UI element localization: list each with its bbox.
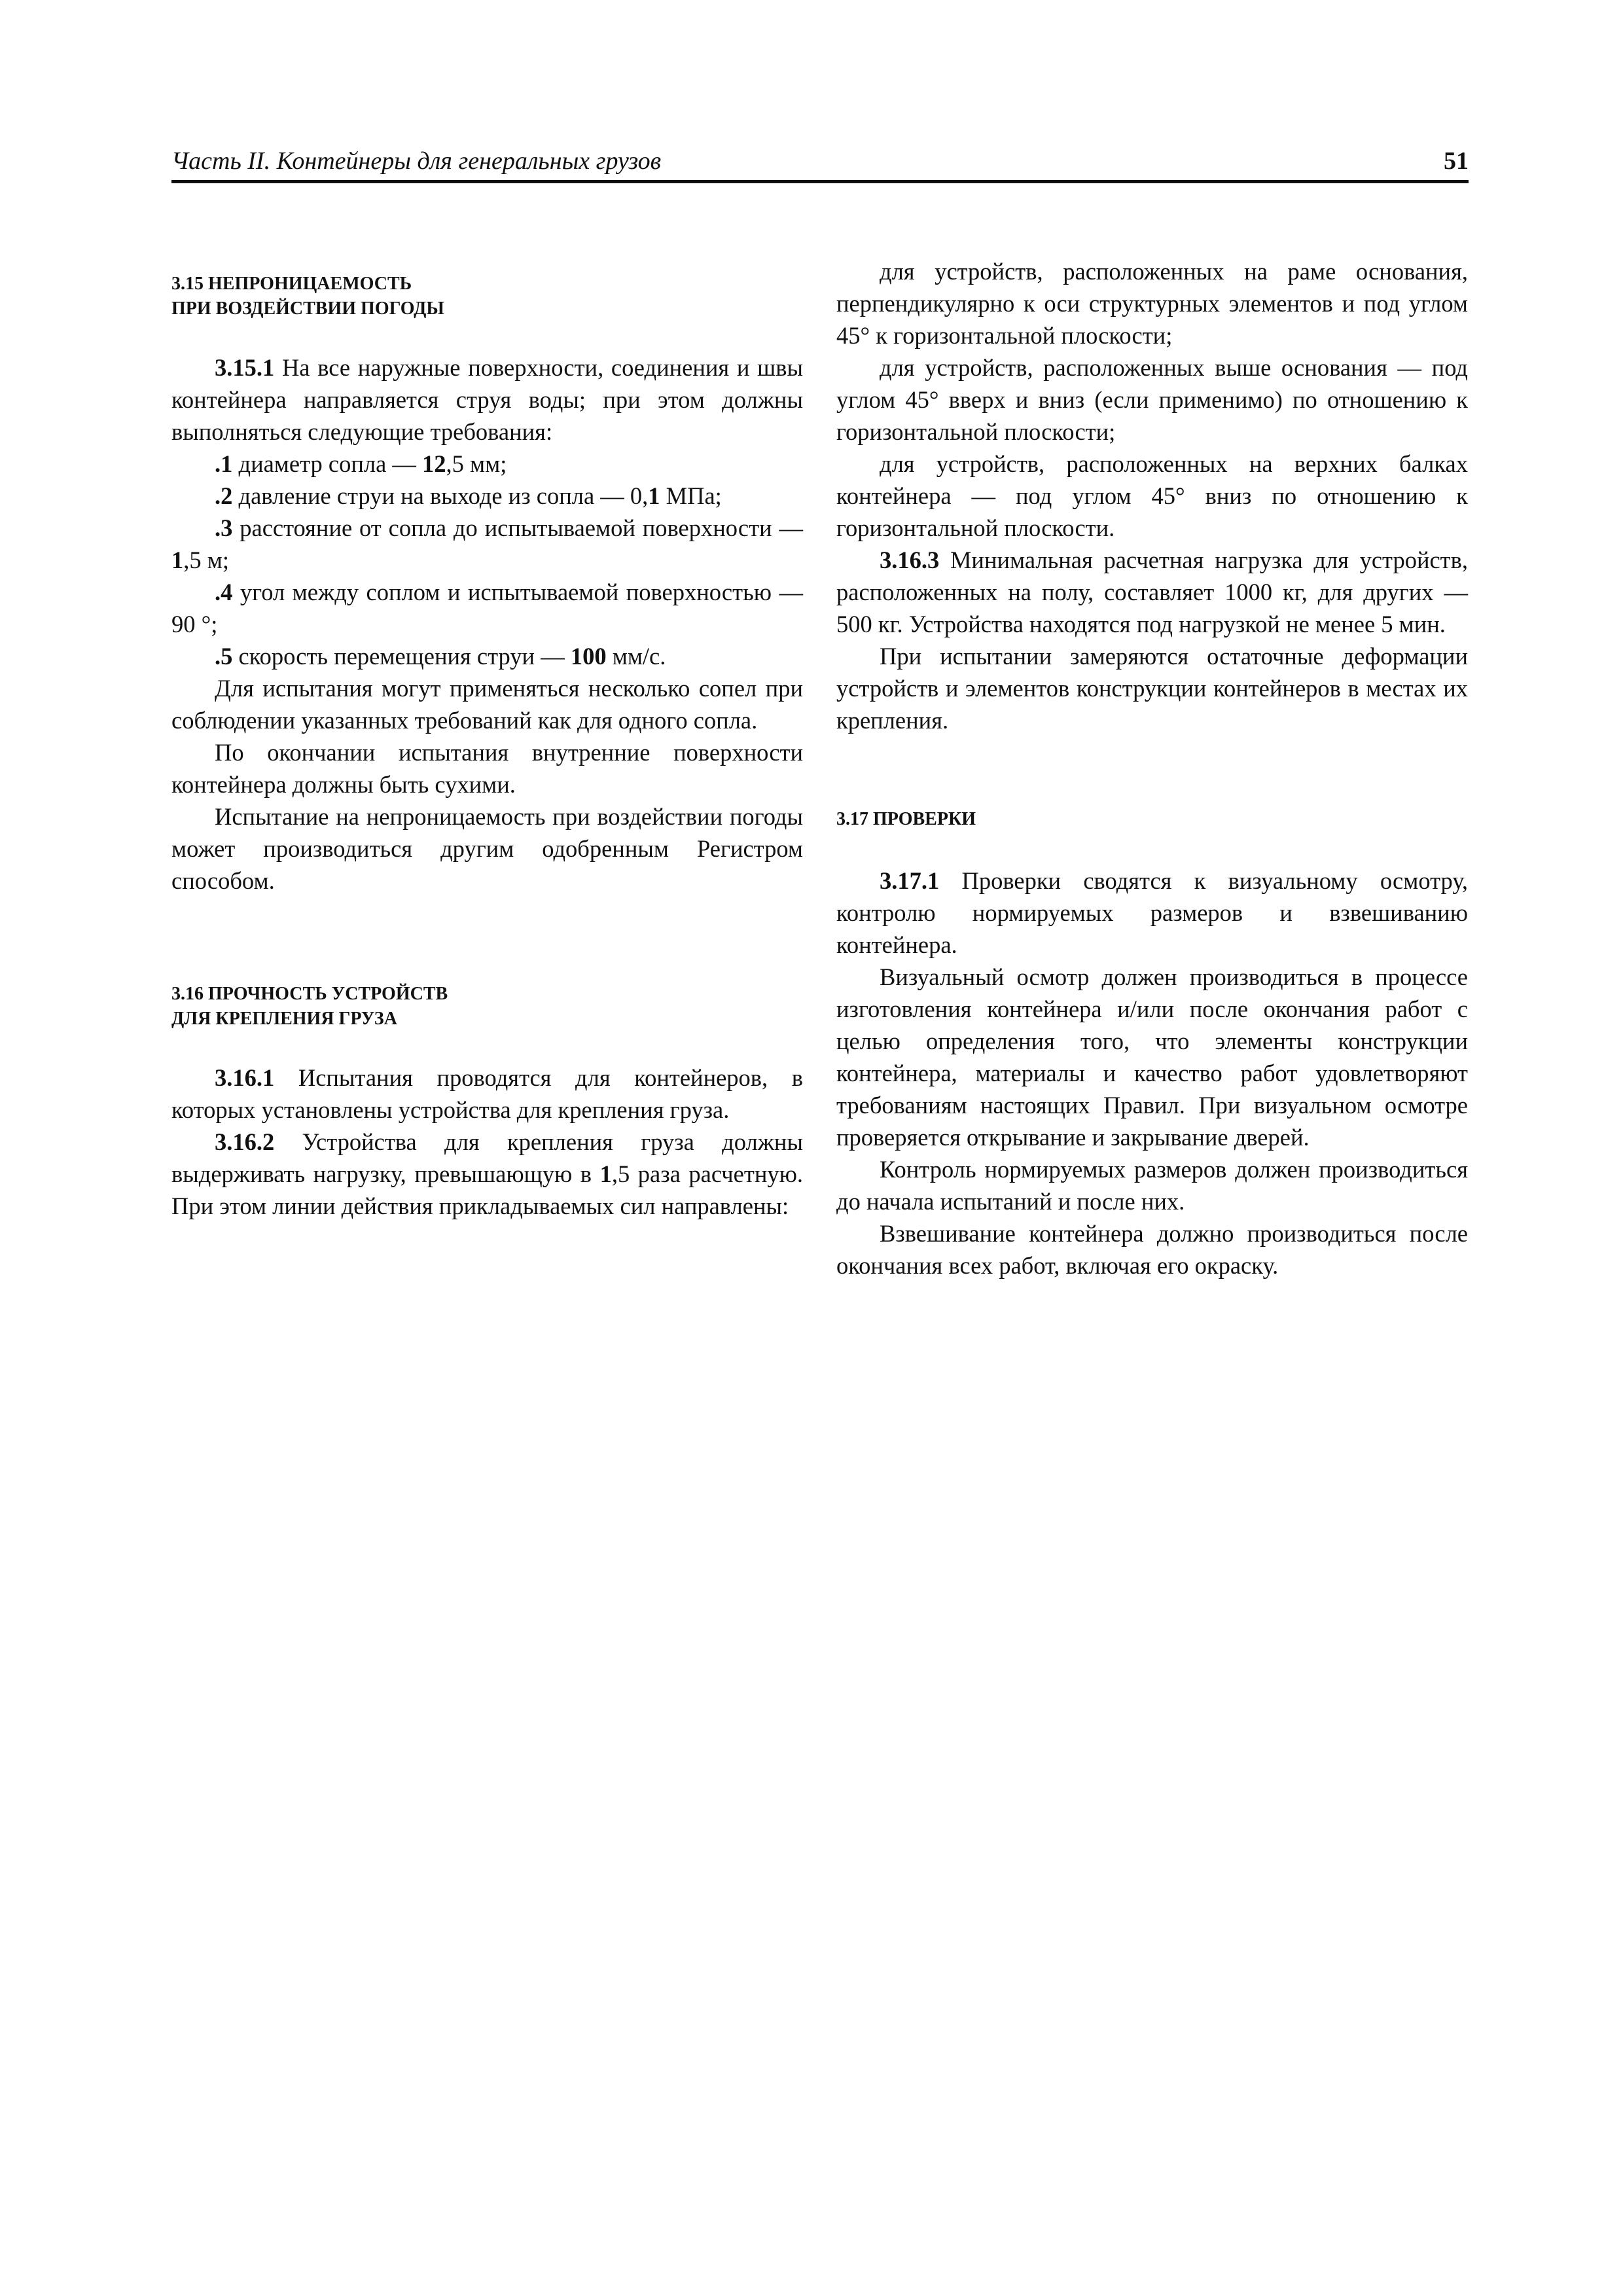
left-column	[171, 255, 803, 1222]
paragraph: для устройств, расположенных на раме основания, перпендикулярно к оси структурных элементов и под углом 45° к горизонтальной плоскости;	[836, 258, 1468, 349]
paragraph-3-17-1: 3.17.1 Проверки сводятся к визуальному осмотру, контролю нормируемых размеров и взвешиванию контейнера.	[836, 867, 1468, 958]
paragraph-3-15-1: 3.15.1 На все наружные поверхности, соединения и швы контейнера направляется струя воды; при этом должны выполняться следующие требования:	[171, 354, 803, 445]
paragraph-3-16-3: 3.16.3 Минимальная расчетная нагрузка для устройств, расположенных на полу, составляет 1000 кг, для других — 500 кг. Устройства находятся под нагрузкой не менее 5 мин.	[836, 547, 1468, 637]
paragraph: При испытании замеряются остаточные деформации устройств и элементов конструкции контейнеров в местах их крепления.	[836, 643, 1468, 734]
paragraph: Испытание на непроницаемость при воздействии погоды может производиться другим одобренным Регистром способом.	[171, 803, 803, 894]
paragraph: Взвешивание контейнера должно производиться после окончания всех работ, включая его окраску.	[836, 1220, 1468, 1279]
paragraph-3-16-1: 3.16.1 Испытания проводятся для контейнеров, в которых установлены устройства для крепления груза.	[171, 1064, 803, 1123]
paragraph: для устройств, расположенных на верхних балках контейнера — под углом 45° вниз по отношению к горизонтальной плоскости.	[836, 450, 1468, 541]
section-title-3-15: 3.15 НЕПРОНИЦАЕМОСТЬ ПРИ ВОЗДЕЙСТВИИ ПОГОДЫ	[171, 274, 444, 319]
right-column	[836, 255, 1468, 1282]
header-rule	[171, 180, 1469, 183]
list-item-3: .3 расстояние от сопла до испытываемой поверхности — 1,5 м;	[171, 514, 803, 573]
list-item-1: .1 диаметр сопла — 12,5 мм;	[215, 450, 507, 477]
section-title-3-17: 3.17 ПРОВЕРКИ	[836, 809, 976, 829]
paragraph: Визуальный осмотр должен производиться в процессе изготовления контейнера и/или после окончания работ с целью определения того, что элементы конструкции контейнера, материалы и качество работ удовлетворяют требованиям настоящих Правил. При визуальном осмотре проверяется открывание и закрывание дверей.	[836, 963, 1468, 1151]
list-item-2: .2 давление струи на выходе из сопла — 0,1 МПа;	[215, 482, 722, 509]
section-title-3-16: 3.16 ПРОЧНОСТЬ УСТРОЙСТВ ДЛЯ КРЕПЛЕНИЯ ГРУЗА	[171, 984, 448, 1029]
paragraph-3-16-2: 3.16.2 Устройства для крепления груза должны выдерживать нагрузку, превышающую в 1,5 раза расчетную. При этом линии действия прикладываемых сил направлены:	[171, 1128, 803, 1219]
page-number: 51	[1444, 147, 1469, 175]
list-item-5: .5 скорость перемещения струи — 100 мм/с.	[215, 643, 666, 670]
paragraph: По окончании испытания внутренние поверхности контейнера должны быть сухими.	[171, 739, 803, 798]
list-item-4: .4 угол между соплом и испытываемой поверхностью — 90 °;	[171, 579, 803, 637]
paragraph: для устройств, расположенных выше основания — под углом 45° вверх и вниз (если применимо) по отношению к горизонтальной плоскости;	[836, 354, 1468, 445]
paragraph: Для испытания могут применяться несколько сопел при соблюдении указанных требований как для одного сопла.	[171, 675, 803, 734]
running-title: Часть II. Контейнеры для генеральных грузов	[171, 147, 662, 175]
page-header	[171, 143, 1469, 179]
paragraph: Контроль нормируемых размеров должен производиться до начала испытаний и после них.	[836, 1156, 1468, 1215]
